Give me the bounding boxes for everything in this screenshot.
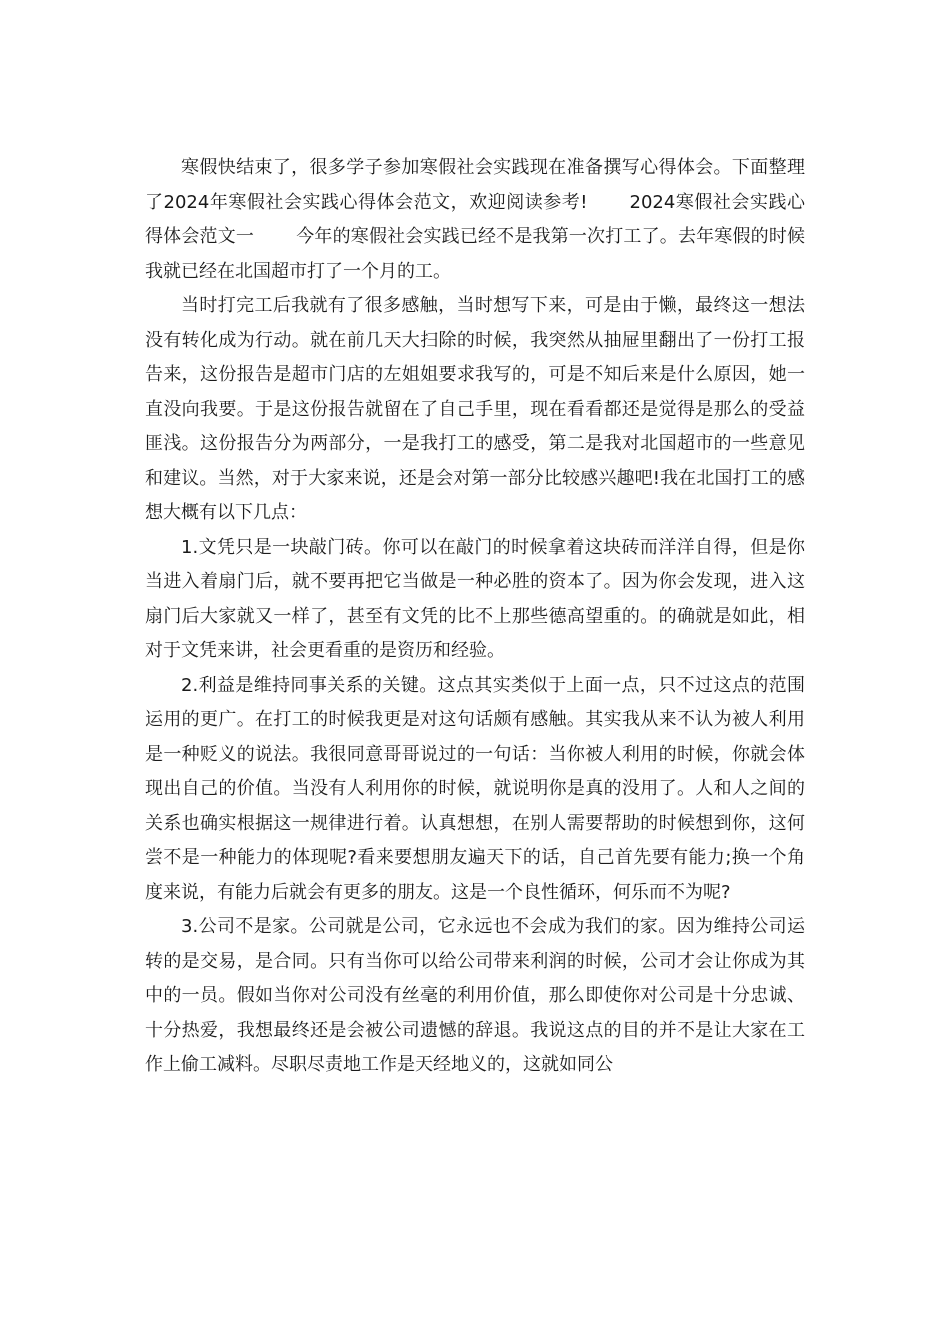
intro-paragraph (145, 151, 805, 289)
body-paragraph-1: 当时打完工后我就有了很多感触，当时想写下来，可是由于懒，最终这一想法没有转化成为行动。就在前几天大扫除的时候，我突然从抽屉里翻出了一份打工报告来，这份报告是超市门店的左姐姐要求我写的，可是不知后来是什么原因，她一直没向我要。于是这份报告就留在了自己手里，现在看看都还是觉得是那么的受益匪浅。这份报告分为两部分，一是我打工的感受，第二是我对北国超市的一些意见和建议。当然，对于大家来说，还是会对第一部分比较感兴趣吧!我在北国打工的感想大概有以下几点： (145, 295, 805, 523)
article-heading: 2024寒假社会实践心得体会范文一 (145, 191, 805, 247)
point-paragraph-3: 3.公司不是家。公司就是公司，它永远也不会成为我们的家。因为维持公司运转的是交易，是合同。只有当你可以给公司带来利润的时候，公司才会让你成为其中的一员。假如当你对公司没有丝毫的利用价值，那么即使你对公司是十分忠诚、十分热爱，我想最终还是会被公司遗憾的辞退。我说这点的目的并不是让大家在工作上偷工减料。尽职尽责地工作是天经地义的，这就如同公 (145, 916, 805, 1075)
point-paragraph-2: 2.利益是维持同事关系的关键。这点其实类似于上面一点，只不过这点的范围运用的更广。在打工的时候我更是对这句话颇有感触。其实我从来不认为被人利用是一种贬义的说法。我很同意哥哥说过的一句话：当你被人利用的时候，你就会体现出自己的价值。当没有人利用你的时候，就说明你是真的没用了。人和人之间的关系也确实根据这一规律进行着。认真想想，在别人需要帮助的时候想到你，这何尝不是一种能力的体现呢?看来要想朋友遍天下的话，自己首先要有能力;换一个角度来说，有能力后就会有更多的朋友。这是一个良性循环，何乐而不为呢? (145, 674, 805, 903)
point-paragraph-1: 1.文凭只是一块敲门砖。你可以在敲门的时候拿着这块砖而洋洋自得，但是你当进入着扇门后，就不要再把它当做是一种必胜的资本了。因为你会发现，进入这扇门后大家就又一样了，甚至有文凭的比不上那些德高望重的。的确就是如此，相对于文凭来讲，社会更看重的是资历和经验。 (145, 536, 805, 661)
intro-sentence: 寒假快结束了，很多学子参加寒假社会实践现在准备撰写心得体会。下面整理了2024年寒假社会实践心得体会范文，欢迎阅读参考! (145, 157, 805, 213)
intro-sentence-2: 今年的寒假社会实践已经不是我第一次打工了。去年寒假的时候我就已经在北国超市打了一个月的工。 (145, 226, 806, 282)
document-body (145, 151, 805, 1083)
